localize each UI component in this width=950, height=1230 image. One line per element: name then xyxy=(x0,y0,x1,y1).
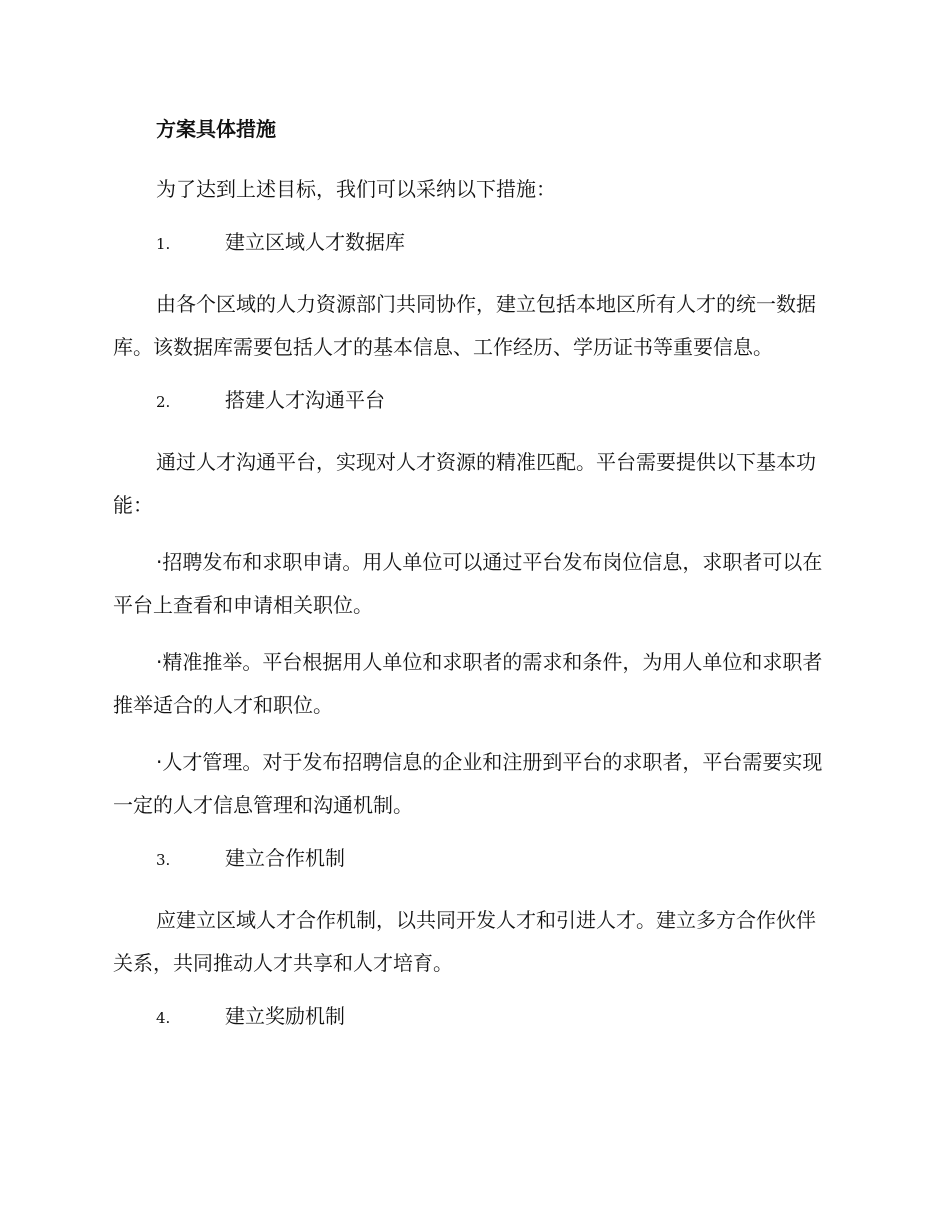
numbered-item-3 xyxy=(113,841,833,877)
item-number: 2. xyxy=(156,393,171,411)
item-number: 1. xyxy=(156,235,171,253)
item-title: 建立区域人才数据库 xyxy=(225,230,405,254)
item-2-paragraph: 通过人才沟通平台，实现对人才资源的精准匹配。平台需要提供以下基本功能： xyxy=(113,450,816,517)
bullet-recommendation: ·精准推举。平台根据用人单位和求职者的需求和条件，为用人单位和求职者推举适合的人才和职位。 xyxy=(113,650,823,717)
item-title: 建立奖励机制 xyxy=(225,1004,345,1028)
intro-paragraph: 为了达到上述目标，我们可以采纳以下措施： xyxy=(156,177,556,201)
section-heading: 方案具体措施 xyxy=(156,117,276,141)
document-body xyxy=(113,112,833,1057)
item-number: 4. xyxy=(156,1009,171,1027)
item-number: 3. xyxy=(156,851,171,869)
item-1-paragraph: 由各个区域的人力资源部门共同协作，建立包括本地区所有人才的统一数据库。该数据库需要包括人才的基本信息、工作经历、学历证书等重要信息。 xyxy=(113,292,816,359)
item-title: 搭建人才沟通平台 xyxy=(225,388,385,412)
numbered-item-4 xyxy=(113,999,833,1035)
bullet-talent-management: ·人才管理。对于发布招聘信息的企业和注册到平台的求职者，平台需要实现一定的人才信息管理和沟通机制。 xyxy=(113,750,823,817)
numbered-item-2 xyxy=(113,383,833,419)
numbered-item-1 xyxy=(113,225,833,261)
item-title: 建立合作机制 xyxy=(225,846,345,870)
item-3-paragraph: 应建立区域人才合作机制，以共同开发人才和引进人才。建立多方合作伙伴关系，共同推动人才共享和人才培育。 xyxy=(113,908,816,975)
bullet-recruitment: ·招聘发布和求职申请。用人单位可以通过平台发布岗位信息，求职者可以在平台上查看和申请相关职位。 xyxy=(113,550,823,617)
